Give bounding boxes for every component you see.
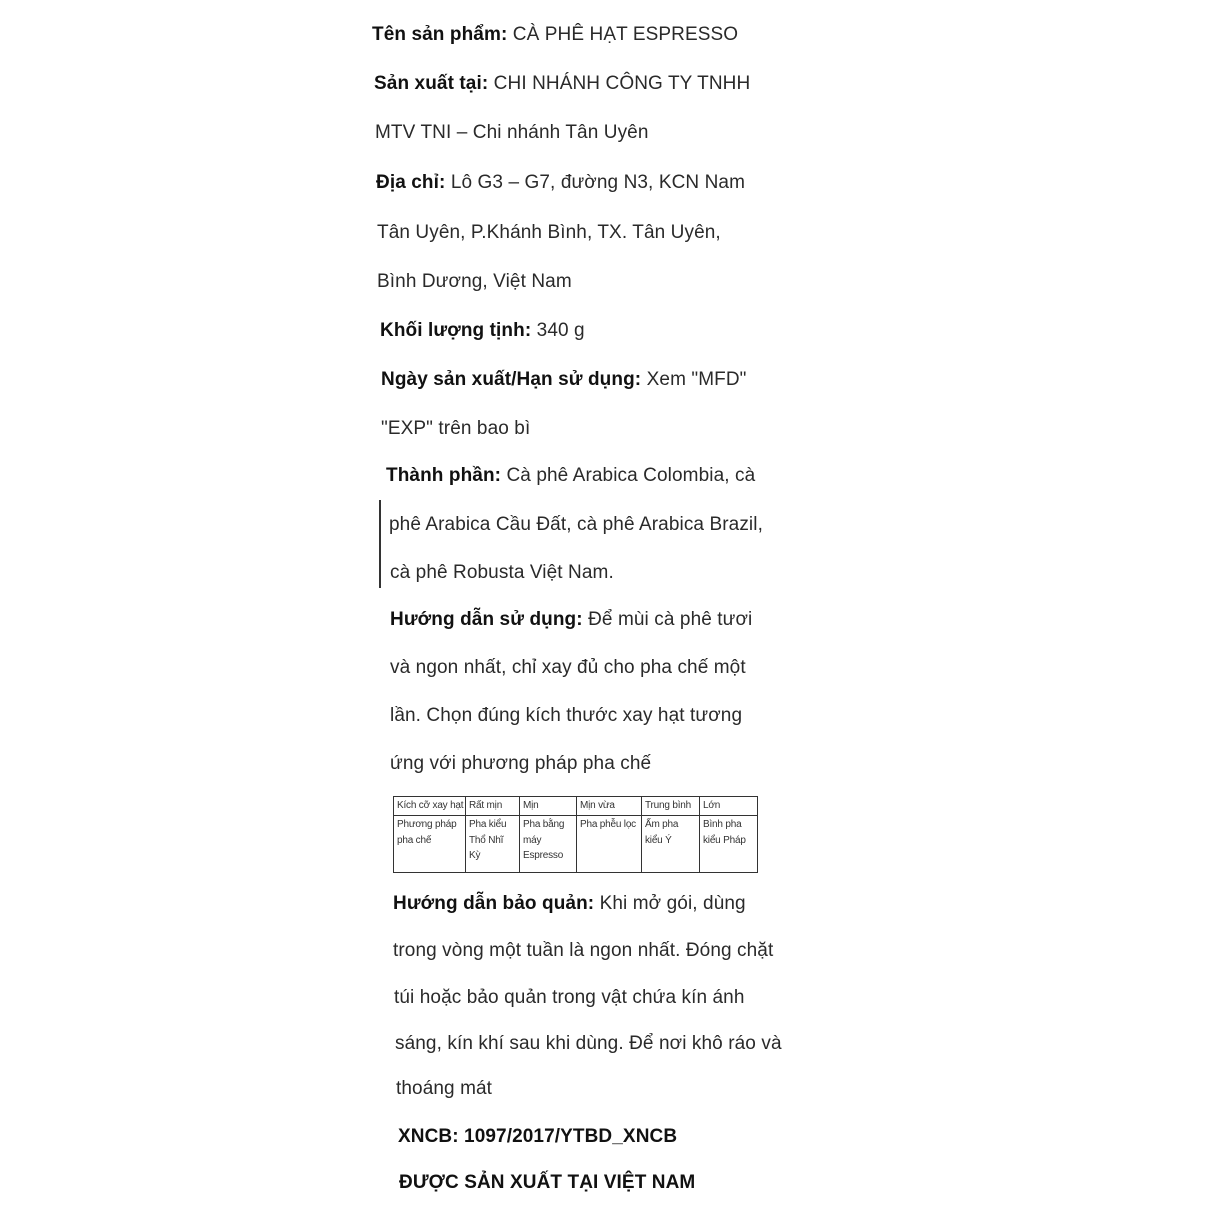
dates-label: Ngày sản xuất/Hạn sử dụng: [381,369,642,390]
cell-line: Pha bằng [523,819,565,830]
grind-table-header-cell: Trung bình [642,797,700,816]
address-label: Địa chỉ: [376,172,446,193]
storage-value-5: thoáng mát [396,1078,493,1099]
usage-line-1 [390,609,752,631]
cell-line: Bình pha [703,819,742,830]
storage-value-4: sáng, kín khí sau khi dùng. Để nơi khô ráo và [395,1033,782,1054]
usage-value-1: Để mùi cà phê tươi [588,609,753,630]
storage-value-2: trong vòng một tuần là ngon nhất. Đóng chặt [393,940,774,961]
manufacturer-value-2: MTV TNI – Chi nhánh Tân Uyên [375,122,649,143]
grind-table-cell [520,816,577,873]
cell-line: Ấm pha [645,819,679,830]
xncb-number: XNCB: 1097/2017/YTBD_XNCB [398,1126,678,1147]
net-weight-line [380,320,585,342]
ingredients-value-1: Cà phê Arabica Colombia, cà [506,465,756,486]
usage-label: Hướng dẫn sử dụng: [390,609,583,630]
address-value-3: Bình Dương, Việt Nam [377,271,572,292]
cell-line: Pha kiểu [469,819,507,830]
ingredients-value-3: cà phê Robusta Việt Nam. [390,562,614,583]
storage-label: Hướng dẫn bảo quản: [393,893,595,914]
ingredients-value-2: phê Arabica Cầu Đất, cà phê Arabica Brazil, [389,514,763,535]
grind-table-header-cell: Kích cỡ xay hạt [394,797,466,816]
manufacturer-value-1: CHI NHÁNH CÔNG TY TNHH [493,73,751,94]
usage-value-4: ứng với phương pháp pha chế [390,753,652,774]
margin-mark [379,500,381,588]
usage-value-2: và ngon nhất, chỉ xay đủ cho pha chế một [390,657,746,678]
cell-line: Phương pháp [397,819,457,830]
ingredients-line-1 [386,465,755,487]
product-name-line [372,24,738,46]
grind-table-cell [577,816,642,873]
cell-line: máy [523,834,542,846]
address-value-2: Tân Uyên, P.Khánh Bình, TX. Tân Uyên, [377,222,721,243]
grind-table-header-cell: Rất mịn [466,797,520,816]
cell-line: Espresso [523,850,564,861]
ingredients-label: Thành phần: [386,465,502,486]
grind-table-cell [642,816,700,873]
storage-value-1: Khi mở gói, dùng [599,893,746,914]
product-name-value: CÀ PHÊ HẠT ESPRESSO [512,24,739,45]
manufacturer-line-1 [374,73,750,95]
address-line-1 [376,172,745,194]
grind-table-cell [466,816,520,873]
net-weight-label: Khối lượng tịnh: [380,320,532,341]
dates-value-2: "EXP" trên bao bì [381,418,531,439]
grind-table-header-cell: Mịn vừa [577,797,642,816]
cell-line: pha chế [397,834,432,846]
dates-value-1: Xem "MFD" [646,369,747,390]
origin-statement: ĐƯỢC SẢN XUẤT TẠI VIỆT NAM [399,1172,696,1193]
manufacturer-label: Sản xuất tại: [374,73,489,94]
cell-line: kiểu Pháp [703,834,746,846]
address-value-1: Lô G3 – G7, đường N3, KCN Nam [450,172,746,193]
storage-value-3: túi hoặc bảo quản trong vật chứa kín ánh [394,987,745,1008]
storage-line-1 [393,893,746,915]
grind-table-cell [394,816,466,873]
grind-table-method-row [394,816,758,873]
grind-table-header-row [394,797,758,816]
dates-line-1 [381,369,747,391]
product-name-label: Tên sản phẩm: [372,24,508,45]
cell-line: kiểu Ý [645,834,672,846]
grind-size-table [393,796,758,873]
grind-table-cell [700,816,758,873]
usage-value-3: lần. Chọn đúng kích thước xay hạt tương [390,705,743,726]
cell-line: Pha phễu lọc [580,819,636,830]
net-weight-value: 340 g [536,320,585,341]
cell-line: Thổ Nhĩ Kỳ [469,834,504,861]
grind-table-header-cell: Lớn [700,797,758,816]
grind-table-header-cell: Mịn [520,797,577,816]
